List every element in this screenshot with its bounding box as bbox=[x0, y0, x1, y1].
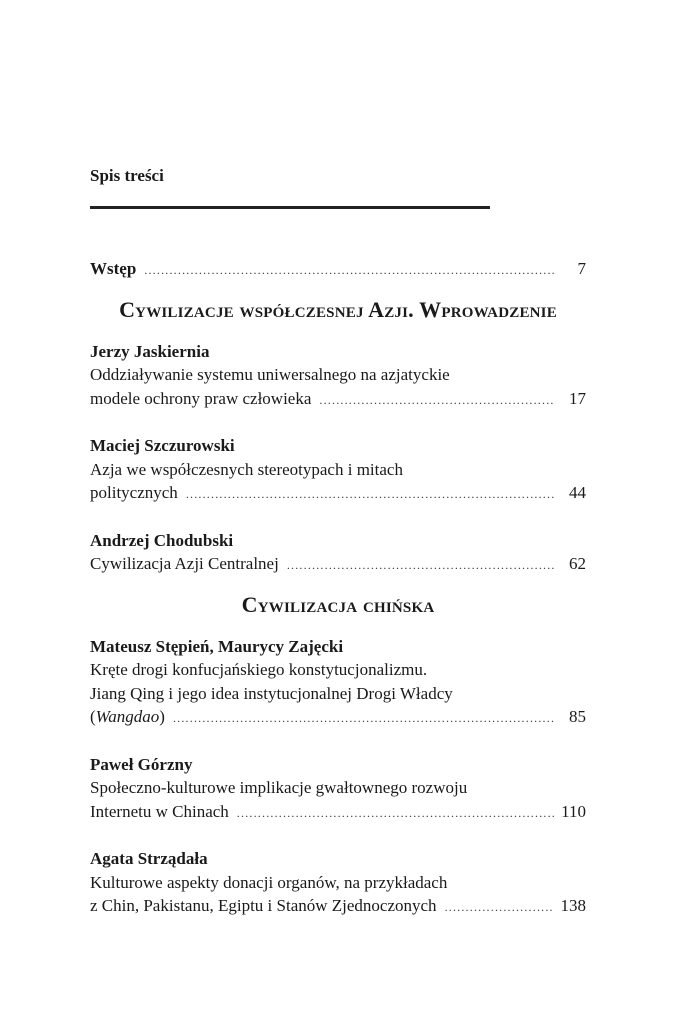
entry-author: Mateusz Stępień, Maurycy Zajęcki bbox=[90, 636, 344, 656]
leader-dots bbox=[445, 896, 554, 920]
toc-heading: Spis treści bbox=[90, 166, 164, 185]
entry-title-line: (Wangdao) bbox=[90, 707, 165, 726]
leader-dots bbox=[173, 707, 554, 731]
toc-list bbox=[90, 257, 586, 942]
leader-dots bbox=[144, 259, 554, 283]
toc-entry[interactable] bbox=[90, 635, 586, 731]
toc-entry[interactable] bbox=[90, 753, 586, 826]
page-number: 7 bbox=[577, 259, 586, 278]
entry-title-line: Jiang Qing i jego idea instytucjonalnej Drogi Władcy bbox=[90, 683, 453, 703]
page-number: 110 bbox=[561, 801, 586, 821]
page-number: 138 bbox=[560, 896, 586, 915]
toc-entry[interactable] bbox=[90, 847, 586, 920]
heading-rule bbox=[90, 206, 490, 209]
page-number: 44 bbox=[569, 483, 586, 502]
entry-author: Maciej Szczurowski bbox=[90, 436, 235, 455]
leader-dots bbox=[237, 802, 554, 826]
entry-title-line: modele ochrony praw człowieka bbox=[90, 388, 312, 408]
entry-title-line: Kulturowe aspekty donacji organów, na przykładach bbox=[90, 872, 448, 892]
section-title: Cywilizacja chińska bbox=[241, 591, 435, 617]
entry-title-line: Azja we współczesnych stereotypach i mitach bbox=[90, 459, 403, 479]
entry-title-line: Internetu w Chinach bbox=[90, 801, 229, 821]
page-number: 85 bbox=[569, 707, 586, 726]
toc-entry-intro[interactable] bbox=[90, 257, 586, 283]
leader-dots bbox=[319, 389, 554, 413]
entry-author: Jerzy Jaskiernia bbox=[90, 341, 210, 361]
entry-title-line: Oddziaływanie systemu uniwersalnego na azjatyckie bbox=[90, 365, 450, 384]
entry-title: Wstęp bbox=[90, 259, 137, 278]
toc-entry[interactable] bbox=[90, 340, 586, 413]
page-number: 17 bbox=[569, 388, 586, 408]
entry-author: Andrzej Chodubski bbox=[90, 530, 234, 550]
section-title: Cywilizacje współczesnej Azji. Wprowadzenie bbox=[119, 296, 557, 322]
entry-title-line: Społeczno-kulturowe implikacje gwałtownego rozwoju bbox=[90, 778, 468, 797]
entry-title-line: Cywilizacja Azji Centralnej bbox=[90, 554, 279, 573]
entry-author: Agata Strządała bbox=[90, 849, 208, 868]
entry-title-line: politycznych bbox=[90, 483, 178, 502]
entry-title-line: z Chin, Pakistanu, Egiptu i Stanów Zjednoczonych bbox=[90, 896, 437, 915]
leader-dots bbox=[186, 483, 554, 507]
toc-entry[interactable] bbox=[90, 434, 586, 507]
entry-title-line: Kręte drogi konfucjańskiego konstytucjonalizmu. bbox=[90, 660, 428, 679]
italic-term: Wangdao bbox=[95, 707, 160, 726]
page-number: 62 bbox=[569, 554, 586, 573]
toc-entry[interactable] bbox=[90, 529, 586, 578]
leader-dots bbox=[287, 554, 554, 578]
entry-author: Paweł Górzny bbox=[90, 754, 193, 774]
